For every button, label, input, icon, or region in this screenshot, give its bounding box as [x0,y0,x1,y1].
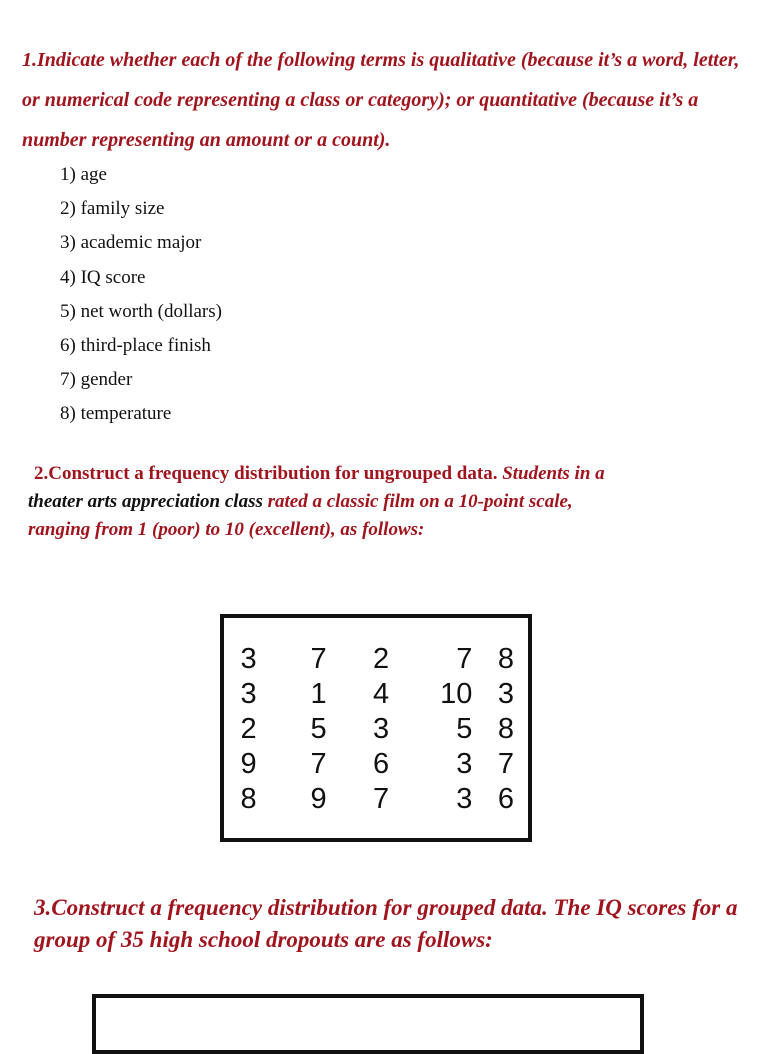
table-cell: 9 [240,748,257,780]
table-cell: 7 [497,748,515,780]
list-item: 4) IQ score [60,266,146,288]
list-item: 2) family size [60,198,165,220]
question-2-phrase: rated a classic film on a 10-point scale, [267,491,573,512]
list-item: 7) gender [60,369,133,391]
table-cell: 3 [456,748,473,780]
ratings-table [220,614,532,842]
question-1-text: 1.Indicate whether each of the following terms is qualitative (because it’s a word, letter, or numerical code representing a class or category); or quantitative (because it’s a number representing an amount or a count). [22,49,740,151]
list-item: 1) age [60,164,107,185]
table-cell: 5 [456,713,473,745]
table-cell: 3 [456,783,473,815]
table-cell: 5 [310,713,327,745]
list-item: 5) net worth (dollars) [60,300,222,322]
table-cell: 1 [310,678,327,710]
table-cell: 7 [456,643,473,675]
question-3-text: 3.Construct a frequency distribution for grouped data. The IQ scores for a group of 35 high school dropouts are as follows: [34,895,738,952]
table-cell: 6 [372,748,390,780]
question-2-phrase: Students in a [502,463,605,484]
table-row [232,677,514,712]
terms-list [60,158,222,432]
table-cell: 3 [497,678,515,710]
table-cell: 8 [497,713,515,745]
table-row [232,642,514,677]
table-cell: 2 [240,713,257,745]
question-2-heading: 2.Construct a frequency distribution for ungrouped data. [34,463,498,484]
table-cell: 3 [240,678,257,710]
list-item: 3) academic major [60,232,202,254]
table-cell: 2 [372,643,390,675]
table-cell: 4 [372,678,390,710]
table-cell: 9 [310,783,327,815]
question-2-phrase: ranging from 1 (poor) to 10 (excellent), as follows: [28,519,425,540]
table-cell: 8 [240,783,257,815]
table-cell: 7 [372,783,390,815]
question-2-phrase: theater arts appreciation class [28,491,263,512]
table-row [232,747,514,782]
question-2-text [28,460,748,544]
table-cell: 10 [440,678,473,710]
table-cell: 7 [310,748,327,780]
table-cell: 8 [497,643,515,675]
table-cell: 3 [372,713,390,745]
iq-scores-table [92,994,644,1054]
table-cell: 6 [497,783,515,815]
list-item: 8) temperature [60,403,172,425]
table-cell: 7 [310,643,327,675]
list-item: 6) third-place finish [60,334,211,356]
table-row [232,782,514,817]
ratings-grid [232,642,514,817]
table-cell: 3 [240,643,257,675]
table-row [232,712,514,747]
